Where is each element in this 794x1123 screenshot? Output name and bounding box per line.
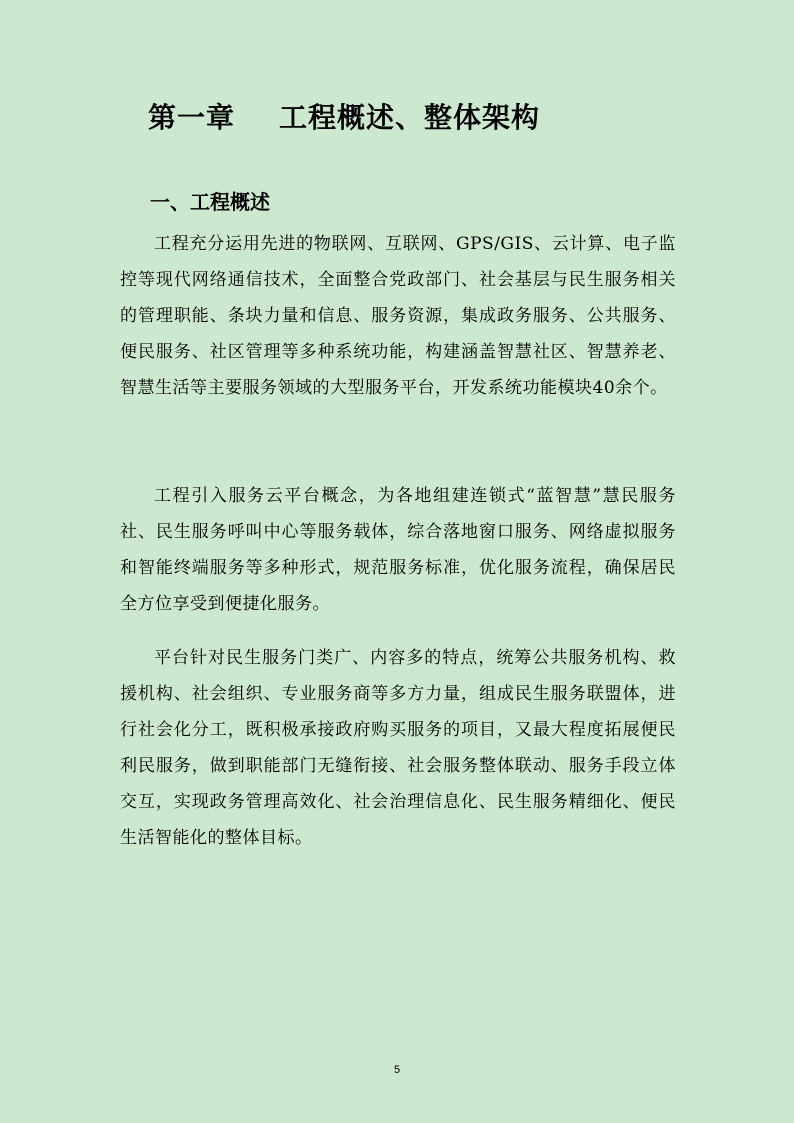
paragraph-text: 工程充分运用先进的物联网、互联网、GPS/GIS、云计算、电子监控等现代网络通信技术，全面整合党政部门、社会基层与民生服务相关的管理职能、条块力量和信息、服务资源，集成政务服务、公共服务、便民服务、社区管理等多种系统功能，构建涵盖智慧社区、智慧养老、智慧生活等主要服务领域的大型服务平台，开发系统功能模块40余个。 — [120, 234, 676, 398]
chapter-number: 第一章 — [148, 101, 236, 134]
page-number: 5 — [393, 1064, 401, 1076]
paragraph-text: 平台针对民生服务门类广、内容多的特点，统筹公共服务机构、救援机构、社会组织、专业服务商等多方力量，组成民生服务联盟体，进行社会化分工，既积极承接政府购买服务的项目，又最大程度拓展便民利民服务，做到职能部门无缝衔接、社会服务整体联动、服务手段立体交互，实现政务管理高效化、社会治理信息化、民生服务精细化、便民生活智能化的整体目标。 — [120, 648, 676, 848]
chapter-title-text: 工程概述、整体架构 — [279, 101, 541, 134]
body-paragraph-3 — [120, 640, 676, 856]
paragraph-text: 工程引入服务云平台概念，为各地组建连锁式“蓝智慧”慧民服务社、民生服务呼叫中心等服务载体，综合落地窗口服务、网络虚拟服务和智能终端服务等多种形式，规范服务标准，优化服务流程，确保居民全方位享受到便捷化服务。 — [120, 486, 676, 614]
chapter-title — [148, 96, 540, 136]
body-paragraph-2 — [120, 478, 676, 622]
section-heading: 一、工程概述 — [150, 190, 270, 214]
body-paragraph-1 — [120, 226, 676, 406]
